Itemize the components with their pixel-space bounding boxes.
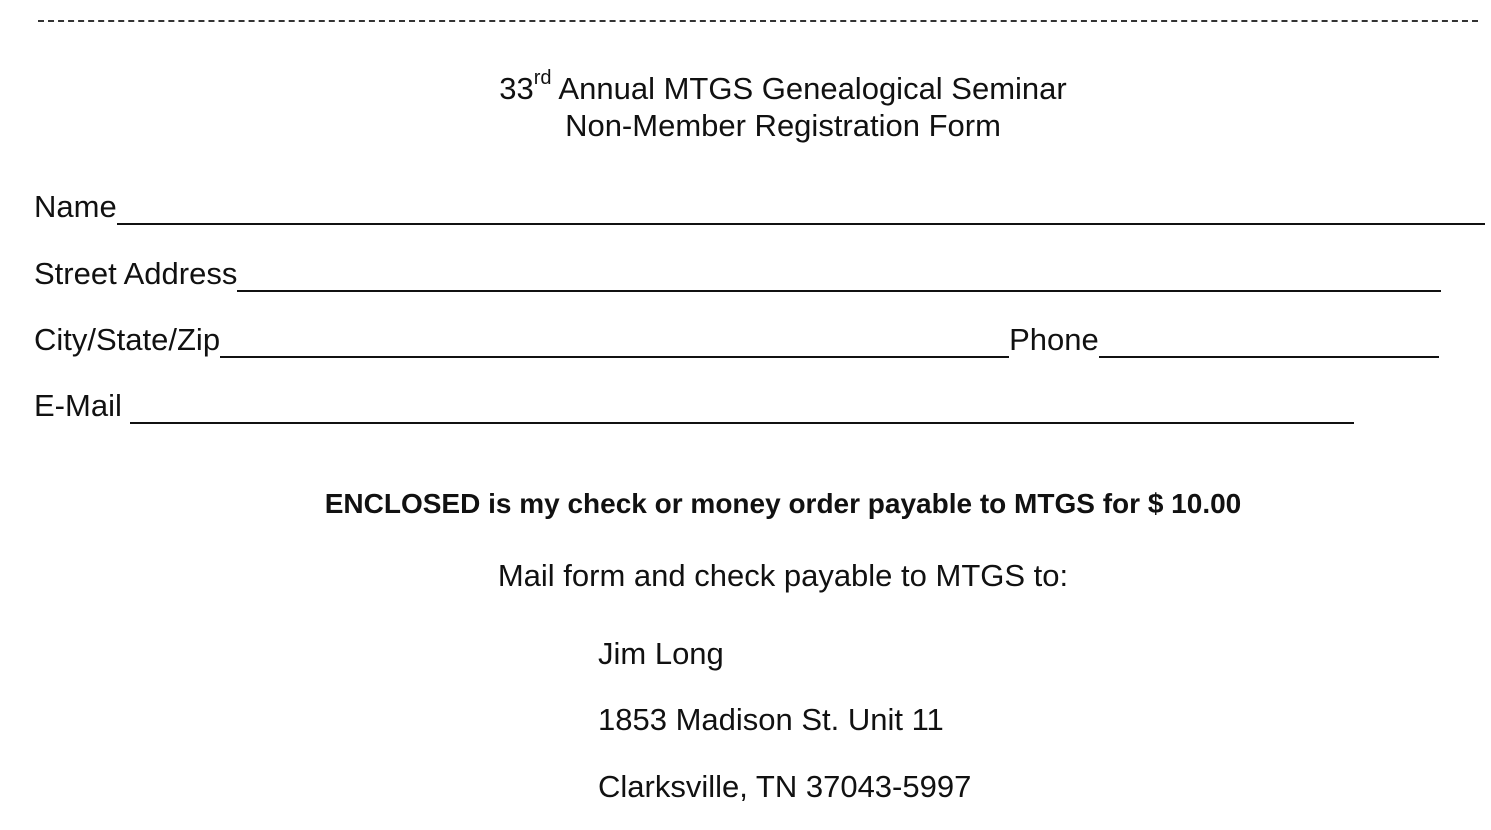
email-row xyxy=(34,388,1354,424)
mailing-recipient-name: Jim Long xyxy=(598,636,724,671)
street-address-field[interactable] xyxy=(237,262,1441,292)
mailing-street-address: 1853 Madison St. Unit 11 xyxy=(598,702,944,737)
name-row xyxy=(34,189,1485,225)
form-subtitle: Non-Member Registration Form xyxy=(565,108,1001,143)
cut-line-divider xyxy=(38,20,1478,22)
name-label: Name xyxy=(34,189,117,224)
city-state-zip-row xyxy=(34,322,1439,358)
name-field[interactable] xyxy=(117,195,1485,225)
street-address-label: Street Address xyxy=(34,256,238,291)
email-label: E-Mail xyxy=(34,388,122,423)
title-ordinal-suffix: rd xyxy=(533,66,552,89)
title-ordinal: 33 xyxy=(499,71,534,106)
phone-field[interactable] xyxy=(1099,328,1439,358)
city-state-zip-label: City/State/Zip xyxy=(34,322,221,357)
mail-instructions: Mail form and check payable to MTGS to: xyxy=(497,558,1069,593)
seminar-title xyxy=(0,66,1491,107)
form-header xyxy=(0,66,1491,144)
title-rest: Annual MTGS Genealogical Seminar xyxy=(551,71,1067,106)
city-state-zip-field[interactable] xyxy=(220,328,1009,358)
phone-label: Phone xyxy=(1009,322,1099,357)
mailing-city-state-zip: Clarksville, TN 37043-5997 xyxy=(598,769,972,804)
enclosed-payment-statement: ENCLOSED is my check or money order payable to MTGS for $ 10.00 xyxy=(324,488,1242,519)
email-field[interactable] xyxy=(130,394,1354,424)
street-address-row xyxy=(34,256,1441,292)
